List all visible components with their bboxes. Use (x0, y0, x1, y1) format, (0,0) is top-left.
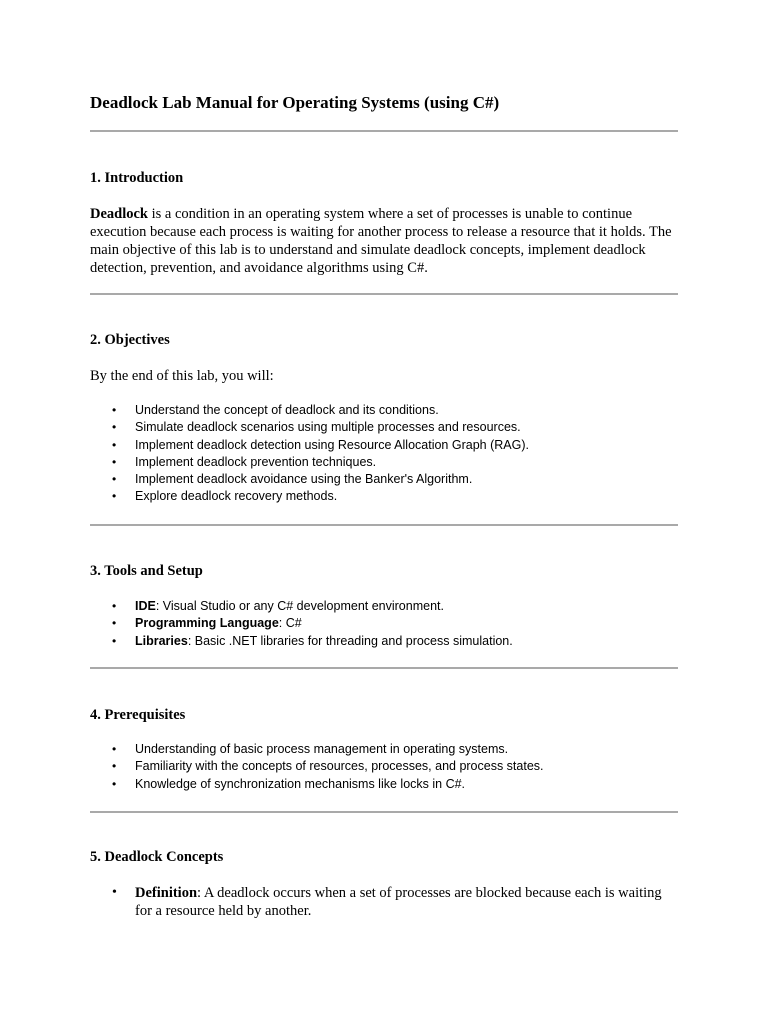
section-heading-objectives: 2. Objectives (90, 332, 170, 348)
document-title: Deadlock Lab Manual for Operating Systems (using C#) (90, 93, 500, 112)
list-item: • Definition: A deadlock occurs when a set of processes are blocked because each is waiting for a resource held by another. (112, 885, 662, 919)
bullet-icon: • (112, 472, 117, 487)
bullet-icon: • (112, 776, 117, 791)
list-item: • Implement deadlock avoidance using the Banker's Algorithm. (90, 471, 680, 488)
list-item: • Implement deadlock detection using Resource Allocation Graph (RAG). (90, 437, 680, 454)
list-item: • Familiarity with the concepts of resources, processes, and process states. (90, 758, 680, 775)
bullet-icon: • (112, 437, 117, 452)
bullet-icon: • (112, 489, 117, 504)
objectives-lead: By the end of this lab, you will: (90, 368, 274, 384)
section-heading-tools: 3. Tools and Setup (90, 563, 203, 579)
objectives-list (90, 402, 680, 506)
bullet-icon: • (112, 616, 117, 631)
divider (90, 811, 678, 813)
introduction-text: is a condition in an operating system where a set of processes is unable to continue execution because each process is waiting for another process to release a resource that it holds. The main objective of this lab is to understand and simulate deadlock concepts, implement deadlock detection, prevention, and avoidance algorithms using C#. (90, 206, 672, 276)
list-item: • Knowledge of synchronization mechanisms like locks in C#. (90, 776, 680, 793)
section-heading-concepts: 5. Deadlock Concepts (90, 849, 224, 865)
bullet-icon: • (112, 759, 117, 774)
list-item: • IDE: Visual Studio or any C# development environment. (90, 598, 680, 615)
list-item: • Simulate deadlock scenarios using multiple processes and resources. (90, 419, 680, 436)
bullet-icon: • (112, 742, 117, 756)
list-item: • Understanding of basic process management in operating systems. (90, 741, 680, 758)
bullet-icon: • (112, 454, 117, 469)
section-heading-introduction: 1. Introduction (90, 170, 184, 186)
concepts-list (90, 884, 680, 920)
bullet-icon: • (112, 885, 117, 900)
deadlock-term: Deadlock (90, 206, 148, 222)
list-item: • Libraries: Basic .NET libraries for threading and process simulation. (90, 633, 680, 650)
list-item: • Programming Language: C# (90, 615, 680, 632)
prerequisites-list (90, 741, 680, 793)
bullet-icon: • (112, 420, 117, 435)
divider (90, 524, 678, 526)
divider (90, 667, 678, 669)
bullet-icon: • (112, 633, 117, 648)
divider (90, 130, 678, 132)
divider (90, 293, 678, 295)
bullet-icon: • (112, 599, 117, 613)
list-item: • Explore deadlock recovery methods. (90, 488, 680, 505)
list-item: • Understand the concept of deadlock and its conditions. (90, 402, 680, 419)
introduction-paragraph (90, 205, 680, 277)
bullet-icon: • (112, 403, 117, 417)
section-heading-prerequisites: 4. Prerequisites (90, 707, 186, 723)
list-item: • Implement deadlock prevention techniques. (90, 454, 680, 471)
tools-list (90, 598, 680, 650)
